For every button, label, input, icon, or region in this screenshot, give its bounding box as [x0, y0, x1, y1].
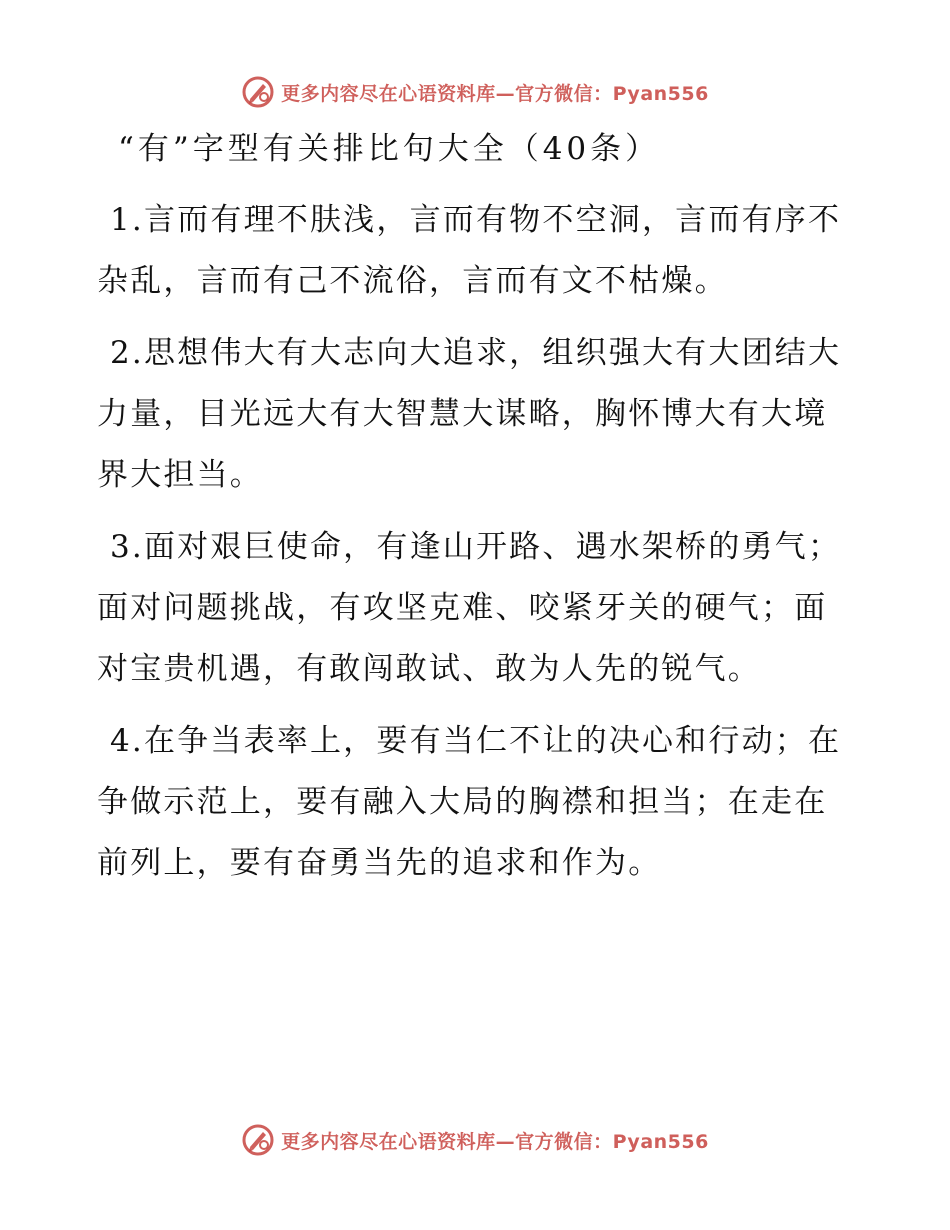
header-watermark	[0, 72, 950, 112]
header-watermark-text: 更多内容尽在心语资料库—官方微信：Pyan556	[281, 82, 709, 105]
document-title: “有”字型有关排比句大全（40条）	[118, 131, 661, 167]
paragraph-1: 1.言而有理不肤浅，言而有物不空洞，言而有序不杂乱，言而有己不流俗，言而有文不枯燥。	[97, 202, 842, 299]
document-body	[97, 190, 857, 905]
pen-seal-logo-icon	[241, 1123, 275, 1157]
footer-watermark	[0, 1120, 950, 1160]
pen-seal-logo-icon	[241, 75, 275, 109]
paragraph-3: 3.面对艰巨使命，有逢山开路、遇水架桥的勇气；面对问题挑战，有攻坚克难、咬紧牙关的硬气；面对宝贵机遇，有敢闯敢试、敢为人先的锐气。	[97, 529, 842, 687]
paragraph-4: 4.在争当表率上，要有当仁不让的决心和行动；在争做示范上，要有融入大局的胸襟和担当；在走在前列上，要有奋勇当先的追求和作为。	[97, 723, 842, 881]
paragraph-2: 2.思想伟大有大志向大追求，组织强大有大团结大力量，目光远大有大智慧大谋略，胸怀博大有大境界大担当。	[97, 335, 842, 493]
footer-watermark-text: 更多内容尽在心语资料库—官方微信：Pyan556	[281, 1130, 709, 1153]
